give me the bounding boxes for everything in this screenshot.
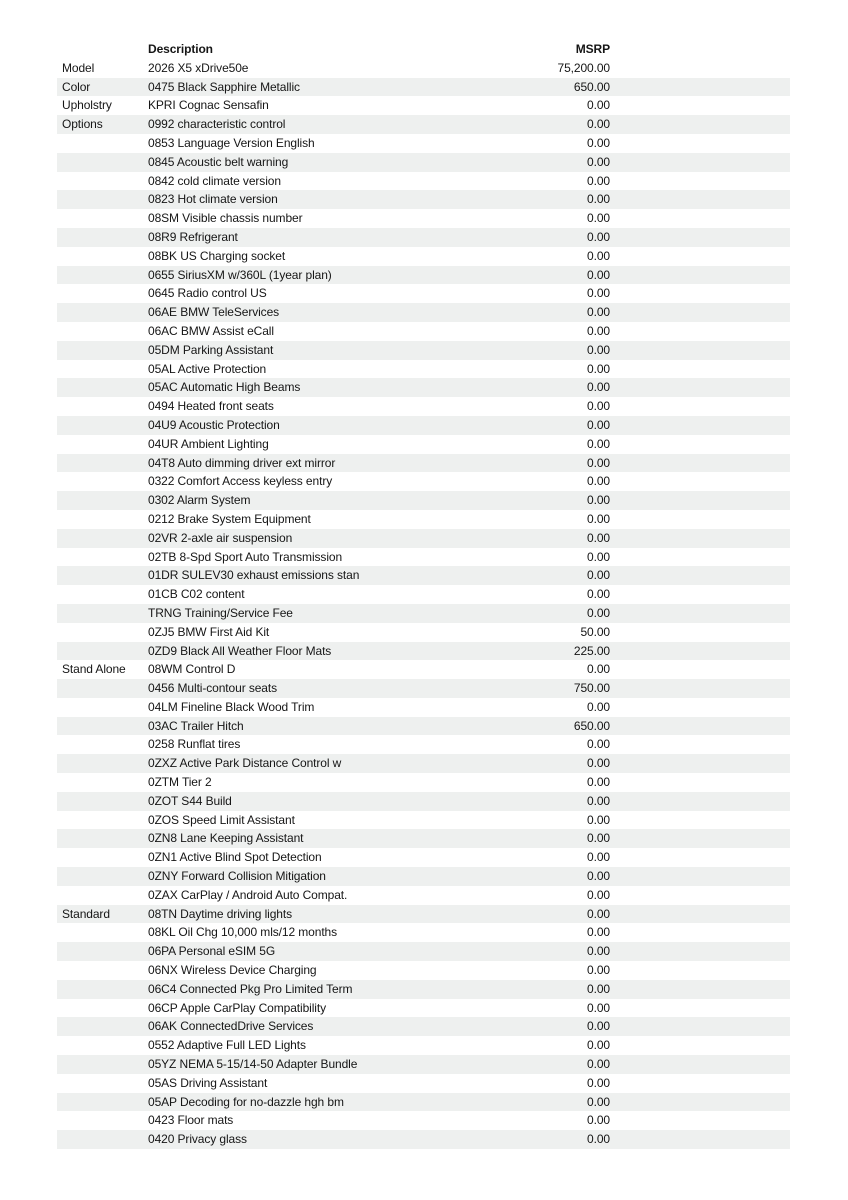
row-group-label: [57, 942, 148, 961]
table-row: [57, 266, 790, 285]
row-spacer: [610, 642, 790, 661]
row-group-label: [57, 698, 148, 717]
row-description: 02TB 8-Spd Sport Auto Transmission: [148, 549, 343, 564]
row-description: 08SM Visible chassis number: [148, 211, 303, 226]
row-group-label: [57, 604, 148, 623]
row-msrp: 0.00: [587, 211, 610, 226]
row-msrp: 0.00: [587, 887, 610, 902]
table-row: [57, 999, 790, 1018]
row-description: 0ZTM Tier 2: [148, 775, 212, 790]
row-group-label: [57, 566, 148, 585]
table-row: [57, 378, 790, 397]
table-row: [57, 735, 790, 754]
row-group-label: [57, 284, 148, 303]
row-spacer: [610, 867, 790, 886]
row-spacer: [610, 923, 790, 942]
row-spacer: [610, 717, 790, 736]
table-row: [57, 435, 790, 454]
row-description: 08WM Control D: [148, 662, 236, 677]
row-msrp: 0.00: [587, 699, 610, 714]
row-msrp: 0.00: [587, 793, 610, 808]
table-row: [57, 172, 790, 191]
row-spacer: [610, 980, 790, 999]
row-description: 0842 cold climate version: [148, 173, 281, 188]
row-spacer: [610, 792, 790, 811]
row-group-label: [57, 228, 148, 247]
row-msrp: 0.00: [587, 1019, 610, 1034]
table-row: [57, 153, 790, 172]
row-spacer: [610, 454, 790, 473]
table-row: [57, 961, 790, 980]
row-description: 04T8 Auto dimming driver ext mirror: [148, 455, 336, 470]
table-row: [57, 1111, 790, 1130]
row-group-label: [57, 266, 148, 285]
table-row: [57, 942, 790, 961]
table-row: [57, 1093, 790, 1112]
row-description: 0ZD9 Black All Weather Floor Mats: [148, 643, 332, 658]
row-spacer: [610, 360, 790, 379]
row-group-label: [57, 717, 148, 736]
row-group-label: Model: [62, 60, 95, 75]
table-row: [57, 529, 790, 548]
row-spacer: [610, 679, 790, 698]
row-msrp: 0.00: [587, 775, 610, 790]
table-row: [57, 660, 790, 679]
table-row: [57, 491, 790, 510]
row-spacer: [610, 209, 790, 228]
row-description: 05AS Driving Assistant: [148, 1075, 268, 1090]
row-msrp: 0.00: [587, 98, 610, 113]
row-group-label: [57, 886, 148, 905]
table-row: [57, 623, 790, 642]
row-msrp: 0.00: [587, 1075, 610, 1090]
row-group-label: Color: [62, 79, 91, 94]
row-group-label: Stand Alone: [62, 662, 126, 677]
row-msrp: 650.00: [573, 79, 610, 94]
row-spacer: [610, 886, 790, 905]
row-description: 0ZJ5 BMW First Aid Kit: [148, 624, 270, 639]
row-description: 05AP Decoding for no-dazzle hgh bm: [148, 1094, 344, 1109]
row-msrp: 0.00: [587, 530, 610, 545]
row-group-label: [57, 1111, 148, 1130]
row-msrp: 0.00: [587, 154, 610, 169]
row-msrp: 0.00: [587, 267, 610, 282]
row-spacer: [610, 735, 790, 754]
row-group-label: [57, 585, 148, 604]
row-msrp: 0.00: [587, 417, 610, 432]
row-msrp: 0.00: [587, 1132, 610, 1147]
table-row: [57, 1130, 790, 1149]
row-description: 2026 X5 xDrive50e: [148, 60, 249, 75]
row-group-label: Options: [62, 117, 103, 132]
table-row: [57, 1074, 790, 1093]
row-msrp: 0.00: [587, 662, 610, 677]
table-row: [57, 209, 790, 228]
row-group-label: [57, 1130, 148, 1149]
row-spacer: [610, 510, 790, 529]
row-msrp: 0.00: [587, 1038, 610, 1053]
row-group-label: [57, 754, 148, 773]
table-row: [57, 59, 790, 78]
table-row: [57, 454, 790, 473]
row-msrp: 0.00: [587, 1094, 610, 1109]
row-group-label: [57, 360, 148, 379]
row-msrp: 0.00: [587, 173, 610, 188]
row-spacer: [610, 848, 790, 867]
table-row: [57, 303, 790, 322]
row-group-label: Standard: [62, 906, 110, 921]
table-row: [57, 811, 790, 830]
row-description: 06CP Apple CarPlay Compatibility: [148, 1000, 327, 1015]
row-msrp: 0.00: [587, 229, 610, 244]
table-row: [57, 717, 790, 736]
header-spacer: [610, 40, 790, 59]
row-spacer: [610, 829, 790, 848]
row-msrp: 0.00: [587, 117, 610, 132]
row-spacer: [610, 566, 790, 585]
row-msrp: 0.00: [587, 831, 610, 846]
table-row: [57, 1017, 790, 1036]
row-msrp: 0.00: [587, 380, 610, 395]
row-group-label: [57, 735, 148, 754]
row-group-label: Upholstry: [62, 98, 112, 113]
row-group-label: [57, 811, 148, 830]
row-msrp: 750.00: [573, 681, 610, 696]
row-spacer: [610, 548, 790, 567]
row-msrp: 0.00: [587, 399, 610, 414]
row-group-label: [57, 472, 148, 491]
row-description: KPRI Cognac Sensafin: [148, 98, 269, 113]
row-msrp: 0.00: [587, 323, 610, 338]
row-spacer: [610, 266, 790, 285]
table-row: [57, 190, 790, 209]
row-group-label: [57, 1074, 148, 1093]
row-msrp: 0.00: [587, 474, 610, 489]
row-group-label: [57, 510, 148, 529]
row-description: TRNG Training/Service Fee: [148, 605, 293, 620]
row-description: 0456 Multi-contour seats: [148, 681, 278, 696]
row-description: 06AC BMW Assist eCall: [148, 323, 274, 338]
row-spacer: [610, 284, 790, 303]
row-group-label: [57, 416, 148, 435]
row-msrp: 0.00: [587, 963, 610, 978]
row-msrp: 0.00: [587, 1113, 610, 1128]
row-group-label: [57, 999, 148, 1018]
row-spacer: [610, 134, 790, 153]
row-description: 0645 Radio control US: [148, 286, 267, 301]
table-row: [57, 698, 790, 717]
row-spacer: [610, 96, 790, 115]
row-spacer: [610, 773, 790, 792]
row-group-label: [57, 247, 148, 266]
row-description: 0ZAX CarPlay / Android Auto Compat.: [148, 887, 348, 902]
row-msrp: 50.00: [580, 624, 610, 639]
table-row: [57, 923, 790, 942]
row-group-label: [57, 980, 148, 999]
row-description: 0ZOT S44 Build: [148, 793, 232, 808]
row-msrp: 0.00: [587, 493, 610, 508]
row-msrp: 0.00: [587, 869, 610, 884]
row-description: 0258 Runflat tires: [148, 737, 241, 752]
row-spacer: [610, 754, 790, 773]
row-description: 0552 Adaptive Full LED Lights: [148, 1038, 306, 1053]
row-spacer: [610, 1074, 790, 1093]
row-msrp: 650.00: [573, 718, 610, 733]
row-group-label: [57, 378, 148, 397]
row-description: 06NX Wireless Device Charging: [148, 963, 317, 978]
row-msrp: 0.00: [587, 981, 610, 996]
row-spacer: [610, 1093, 790, 1112]
row-spacer: [610, 698, 790, 717]
row-msrp: 0.00: [587, 812, 610, 827]
row-msrp: 0.00: [587, 587, 610, 602]
table-row: [57, 96, 790, 115]
row-description: 08BK US Charging socket: [148, 248, 286, 263]
table-row: [57, 78, 790, 97]
row-group-label: [57, 1093, 148, 1112]
row-spacer: [610, 660, 790, 679]
table-row: [57, 228, 790, 247]
table-row: [57, 679, 790, 698]
row-spacer: [610, 1130, 790, 1149]
row-group-label: [57, 341, 148, 360]
row-group-label: [57, 1017, 148, 1036]
row-spacer: [610, 585, 790, 604]
row-spacer: [610, 1055, 790, 1074]
row-msrp: 0.00: [587, 850, 610, 865]
row-spacer: [610, 247, 790, 266]
row-group-label: [57, 529, 148, 548]
row-spacer: [610, 623, 790, 642]
row-spacer: [610, 942, 790, 961]
row-group-label: [57, 491, 148, 510]
row-spacer: [610, 1036, 790, 1055]
row-description: 06PA Personal eSIM 5G: [148, 944, 276, 959]
row-description: 03AC Trailer Hitch: [148, 718, 244, 733]
row-description: 0ZXZ Active Park Distance Control w: [148, 756, 342, 771]
row-description: 0ZOS Speed Limit Assistant: [148, 812, 295, 827]
table-row: [57, 867, 790, 886]
row-description: 04UR Ambient Lighting: [148, 436, 269, 451]
table-body: [57, 59, 790, 1149]
row-description: 0420 Privacy glass: [148, 1132, 247, 1147]
row-description: 0ZNY Forward Collision Mitigation: [148, 869, 326, 884]
row-description: 01CB C02 content: [148, 587, 245, 602]
row-description: 08KL Oil Chg 10,000 mls/12 months: [148, 925, 338, 940]
table-row: [57, 416, 790, 435]
row-spacer: [610, 341, 790, 360]
row-msrp: 0.00: [587, 286, 610, 301]
row-spacer: [610, 905, 790, 924]
header-msrp-label: MSRP: [575, 42, 610, 56]
row-description: 0ZN8 Lane Keeping Assistant: [148, 831, 304, 846]
row-description: 01DR SULEV30 exhaust emissions stan: [148, 568, 360, 583]
header-group-column: [57, 40, 148, 59]
row-description: 0212 Brake System Equipment: [148, 511, 311, 526]
row-description: 05AC Automatic High Beams: [148, 380, 301, 395]
row-group-label: [57, 454, 148, 473]
row-description: 0ZN1 Active Blind Spot Detection: [148, 850, 322, 865]
row-group-label: [57, 848, 148, 867]
table-row: [57, 284, 790, 303]
table-row: [57, 115, 790, 134]
row-msrp: 0.00: [587, 737, 610, 752]
row-msrp: 0.00: [587, 1000, 610, 1015]
row-group-label: [57, 1055, 148, 1074]
table-row: [57, 247, 790, 266]
table-row: [57, 754, 790, 773]
row-msrp: 0.00: [587, 756, 610, 771]
row-group-label: [57, 209, 148, 228]
row-spacer: [610, 811, 790, 830]
row-group-label: [57, 134, 148, 153]
row-spacer: [610, 153, 790, 172]
row-msrp: 0.00: [587, 925, 610, 940]
table-row: [57, 566, 790, 585]
row-spacer: [610, 228, 790, 247]
row-spacer: [610, 190, 790, 209]
row-description: 08TN Daytime driving lights: [148, 906, 293, 921]
row-spacer: [610, 416, 790, 435]
row-msrp: 0.00: [587, 436, 610, 451]
row-group-label: [57, 829, 148, 848]
table-header-row: [57, 40, 790, 59]
row-group-label: [57, 303, 148, 322]
pricing-sheet: [57, 40, 790, 1149]
table-row: [57, 642, 790, 661]
row-msrp: 0.00: [587, 342, 610, 357]
row-description: 0853 Language Version English: [148, 135, 315, 150]
row-description: 06C4 Connected Pkg Pro Limited Term: [148, 981, 353, 996]
row-spacer: [610, 604, 790, 623]
row-spacer: [610, 1111, 790, 1130]
row-spacer: [610, 435, 790, 454]
row-description: 0992 characteristic control: [148, 117, 286, 132]
row-description: 05AL Active Protection: [148, 361, 267, 376]
row-msrp: 0.00: [587, 906, 610, 921]
table-row: [57, 773, 790, 792]
row-spacer: [610, 303, 790, 322]
row-group-label: [57, 190, 148, 209]
row-description: 0322 Comfort Access keyless entry: [148, 474, 333, 489]
row-group-label: [57, 867, 148, 886]
row-spacer: [610, 78, 790, 97]
row-msrp: 0.00: [587, 568, 610, 583]
row-group-label: [57, 773, 148, 792]
row-msrp: 0.00: [587, 549, 610, 564]
row-spacer: [610, 397, 790, 416]
table-row: [57, 548, 790, 567]
row-msrp: 75,200.00: [557, 60, 610, 75]
row-description: 0423 Floor mats: [148, 1113, 234, 1128]
table-row: [57, 848, 790, 867]
row-group-label: [57, 322, 148, 341]
row-group-label: [57, 792, 148, 811]
row-group-label: [57, 153, 148, 172]
row-msrp: 0.00: [587, 1057, 610, 1072]
table-row: [57, 980, 790, 999]
row-description: 02VR 2-axle air suspension: [148, 530, 293, 545]
row-spacer: [610, 1017, 790, 1036]
row-group-label: [57, 548, 148, 567]
row-group-label: [57, 623, 148, 642]
row-spacer: [610, 322, 790, 341]
table-row: [57, 397, 790, 416]
table-row: [57, 322, 790, 341]
row-group-label: [57, 435, 148, 454]
row-msrp: 0.00: [587, 135, 610, 150]
row-msrp: 225.00: [573, 643, 610, 658]
row-msrp: 0.00: [587, 511, 610, 526]
row-description: 0475 Black Sapphire Metallic: [148, 79, 300, 94]
table-row: [57, 360, 790, 379]
row-msrp: 0.00: [587, 605, 610, 620]
row-description: 0655 SiriusXM w/360L (1year plan): [148, 267, 332, 282]
row-description: 0823 Hot climate version: [148, 192, 278, 207]
row-description: 06AE BMW TeleServices: [148, 305, 280, 320]
header-description-label: Description: [148, 42, 213, 56]
row-description: 06AK ConnectedDrive Services: [148, 1019, 314, 1034]
row-msrp: 0.00: [587, 248, 610, 263]
row-description: 05YZ NEMA 5-15/14-50 Adapter Bundle: [148, 1057, 358, 1072]
row-spacer: [610, 491, 790, 510]
row-description: 04U9 Acoustic Protection: [148, 417, 280, 432]
row-group-label: [57, 923, 148, 942]
row-group-label: [57, 642, 148, 661]
row-description: 04LM Fineline Black Wood Trim: [148, 699, 315, 714]
row-group-label: [57, 1036, 148, 1055]
table-row: [57, 886, 790, 905]
row-msrp: 0.00: [587, 455, 610, 470]
table-row: [57, 341, 790, 360]
table-row: [57, 472, 790, 491]
table-row: [57, 792, 790, 811]
table-row: [57, 1055, 790, 1074]
row-group-label: [57, 397, 148, 416]
row-spacer: [610, 115, 790, 134]
table-row: [57, 1036, 790, 1055]
row-spacer: [610, 378, 790, 397]
row-spacer: [610, 529, 790, 548]
row-group-label: [57, 679, 148, 698]
row-description: 0845 Acoustic belt warning: [148, 154, 289, 169]
table-row: [57, 829, 790, 848]
table-row: [57, 604, 790, 623]
row-spacer: [610, 472, 790, 491]
row-msrp: 0.00: [587, 305, 610, 320]
row-msrp: 0.00: [587, 192, 610, 207]
row-spacer: [610, 59, 790, 78]
table-row: [57, 905, 790, 924]
row-spacer: [610, 999, 790, 1018]
row-description: 0494 Heated front seats: [148, 399, 274, 414]
row-msrp: 0.00: [587, 361, 610, 376]
row-description: 0302 Alarm System: [148, 493, 251, 508]
row-group-label: [57, 172, 148, 191]
table-row: [57, 510, 790, 529]
row-description: 08R9 Refrigerant: [148, 229, 238, 244]
row-spacer: [610, 961, 790, 980]
row-spacer: [610, 172, 790, 191]
row-msrp: 0.00: [587, 944, 610, 959]
table-row: [57, 134, 790, 153]
row-description: 05DM Parking Assistant: [148, 342, 274, 357]
table-row: [57, 585, 790, 604]
row-group-label: [57, 961, 148, 980]
